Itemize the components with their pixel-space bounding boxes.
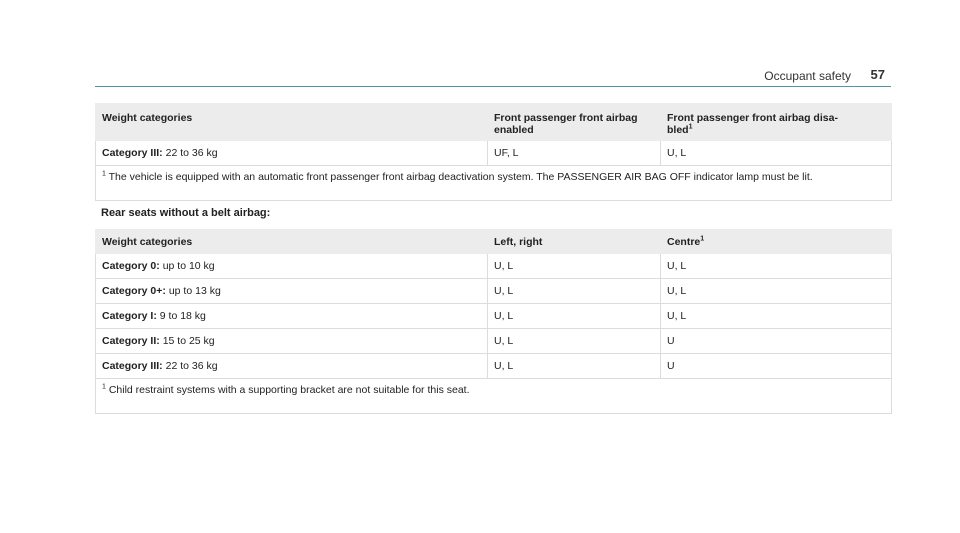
category-cell [96,329,488,354]
left-right-cell: U, L [488,329,661,354]
category-label: Category I: [102,310,157,322]
table-row [96,279,892,304]
table-row [96,254,892,279]
header-centre [661,230,892,254]
centre-cell: U, L [661,304,892,329]
centre-cell: U, L [661,254,892,279]
centre-cell: U, L [661,279,892,304]
footnote-cell [96,379,892,414]
table-row [96,304,892,329]
section-title: Rear seats without a belt airbag: [101,207,271,219]
table-header-row [96,104,892,141]
disabled-cell: U, L [661,141,892,166]
category-range: 9 to 18 kg [159,310,206,322]
header-airbag-disabled-label: Front passenger front airbag disa- bled [667,112,838,136]
footnote-ref: 1 [700,235,705,243]
left-right-cell: U, L [488,354,661,379]
category-cell [96,254,488,279]
category-range: 22 to 36 kg [165,360,218,372]
footnote-row [96,166,892,201]
category-label: Category III: [102,360,163,372]
enabled-cell: UF, L [488,141,661,166]
left-right-cell: U, L [488,304,661,329]
page-header [95,66,891,87]
page-number: 57 [870,67,885,82]
footnote-text: Child restraint systems with a supporting bracket are not suitable for this seat. [108,384,470,396]
rear-seats-table [95,229,892,414]
header-weight-categories: Weight categories [96,104,488,141]
category-cell [96,304,488,329]
category-cell [96,354,488,379]
footnote-mark: 1 [102,383,106,391]
category-range: up to 13 kg [168,285,221,297]
header-centre-label: Centre [667,236,701,248]
front-passenger-table [95,103,892,201]
footnote-ref: 1 [688,123,693,131]
header-airbag-enabled-label: Front passenger front airbag enabled [494,112,638,136]
footnote-mark: 1 [102,170,106,178]
left-right-cell: U, L [488,254,661,279]
category-label: Category III: [102,147,163,159]
footnote-cell [96,166,892,201]
centre-cell: U [661,329,892,354]
category-cell [96,141,488,166]
left-right-cell: U, L [488,279,661,304]
centre-cell: U [661,354,892,379]
table-row [96,141,892,166]
header-airbag-enabled [488,104,661,141]
category-range: up to 10 kg [162,260,215,272]
category-range: 22 to 36 kg [165,147,218,159]
footnote-row [96,379,892,414]
header-airbag-disabled [661,104,892,141]
section-name: Occupant safety [764,69,851,83]
category-label: Category 0: [102,260,160,272]
header-weight-categories: Weight categories [96,230,488,254]
table-header-row [96,230,892,254]
table-row [96,354,892,379]
table-row [96,329,892,354]
category-label: Category 0+: [102,285,166,297]
category-cell [96,279,488,304]
footnote-text: The vehicle is equipped with an automatic front passenger front airbag deactivation system. The PASSENGER AIR BAG OFF indicator lamp must be lit. [108,171,813,183]
category-label: Category II: [102,335,160,347]
header-left-right: Left, right [488,230,661,254]
category-range: 15 to 25 kg [162,335,215,347]
